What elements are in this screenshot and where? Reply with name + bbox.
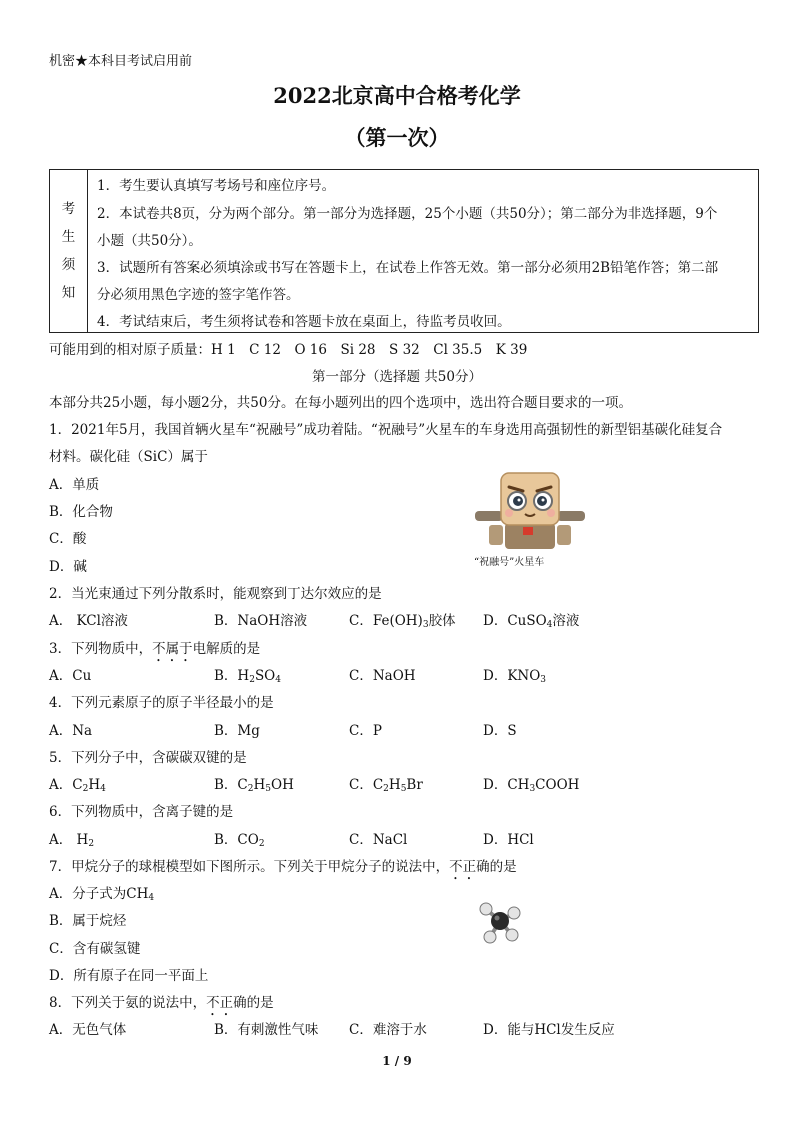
notice-label-char: 生 bbox=[61, 229, 76, 245]
exam-notice-box bbox=[49, 169, 759, 333]
q3-option-c: C．NaOH bbox=[349, 668, 416, 684]
q1-option-d: D．碱 bbox=[49, 559, 87, 575]
q8-option-c: C．难溶于水 bbox=[349, 1022, 427, 1038]
q8-option-a: A．无色气体 bbox=[49, 1022, 127, 1038]
methane-ball-stick-model bbox=[472, 893, 528, 949]
notice-line: 4．考试结束后，考生须将试卷和答题卡放在桌面上，待监考员收回。 bbox=[97, 314, 511, 330]
q5-option-a: A．$C_2H_4$ bbox=[49, 777, 106, 794]
q3-option-b: B．$H_2SO_4$ bbox=[214, 668, 281, 685]
q8-stem: 8．下列关于氨的说法中，不正确的是 bbox=[49, 995, 274, 1011]
q5-option-c: C．$C_2H_5Br$ bbox=[349, 777, 423, 794]
notice-label-char: 考 bbox=[61, 201, 76, 217]
q3-stem: 3．下列物质中，不属于电解质的是 bbox=[49, 641, 261, 657]
page-subtitle: （第一次） bbox=[344, 125, 450, 150]
q5-option-d: D．$CH_3COOH$ bbox=[483, 777, 580, 794]
q4-stem: 4．下列元素原子的原子半径最小的是 bbox=[49, 695, 274, 711]
q1-stem-line1: 1．2021年5月，我国首辆火星车“祝融号”成功着陆。“祝融号”火星车的车身选用高强韧性的新型铝基碳化硅复合 bbox=[49, 422, 723, 438]
atomic-masses: 可能用到的相对原子质量：H 1 C 12 O 16 Si 28 S 32 Cl 35.5 K 39 bbox=[49, 342, 528, 358]
q2-option-c: C．$Fe(OH)_3$胶体 bbox=[349, 613, 456, 630]
q6-option-d: D．HCl bbox=[483, 832, 534, 848]
q8-option-d: D．能与HCl发生反应 bbox=[483, 1022, 615, 1038]
q6-option-b: B．$CO_2$ bbox=[214, 832, 265, 849]
q1-stem-line2: 材料。碳化硅（SiC）属于 bbox=[49, 449, 208, 465]
q7-option-b: B．属于烷烃 bbox=[49, 913, 127, 929]
notice-label bbox=[50, 170, 88, 332]
q5-option-b: B．$C_2H_5OH$ bbox=[214, 777, 294, 794]
notice-line: 小题（共50分）。 bbox=[97, 233, 202, 249]
q8-option-b: B．有刺激性气味 bbox=[214, 1022, 319, 1038]
notice-line: 1．考生要认真填写考场号和座位序号。 bbox=[97, 178, 336, 194]
notice-line: 3．试题所有答案必须填涂或书写在答题卡上，在试卷上作答无效。第一部分必须用2B铅笔作答；第二部 bbox=[97, 260, 719, 276]
q2-stem: 2．当光束通过下列分散系时，能观察到丁达尔效应的是 bbox=[49, 586, 382, 602]
q7-option-c: C．含有碳氢键 bbox=[49, 941, 141, 957]
q2-option-d: D．CuSO$_4$溶液 bbox=[483, 613, 580, 630]
q6-option-c: C．NaCl bbox=[349, 832, 408, 848]
q1-option-b: B．化合物 bbox=[49, 504, 113, 520]
confidential-label: 机密★本科目考试启用前 bbox=[49, 54, 193, 69]
q7-stem: 7．甲烷分子的球棍模型如下图所示。下列关于甲烷分子的说法中，不正确的是 bbox=[49, 859, 517, 875]
q2-option-b: B．NaOH溶液 bbox=[214, 613, 308, 629]
q4-option-b: B．Mg bbox=[214, 723, 260, 739]
notice-line: 分必须用黑色字迹的签字笔作答。 bbox=[97, 287, 300, 303]
q3-option-a: A．Cu bbox=[49, 668, 92, 684]
notice-label-char: 知 bbox=[61, 285, 76, 301]
q5-stem: 5．下列分子中，含碳碳双键的是 bbox=[49, 750, 247, 766]
q4-option-d: D．S bbox=[483, 723, 517, 739]
q7-emphasis: 不正 bbox=[449, 859, 477, 875]
q3-option-d: D．$KNO_3$ bbox=[483, 668, 547, 685]
q6-option-a: A． $H_2$ bbox=[49, 832, 95, 849]
mars-rover-image bbox=[471, 467, 589, 563]
notice-line: 2．本试卷共8页，分为两个部分。第一部分为选择题，25个小题（共50分）；第二部分为非选择题，9个 bbox=[97, 206, 718, 222]
q7-option-d: D．所有原子在同一平面上 bbox=[49, 968, 209, 984]
q4-option-a: A．Na bbox=[49, 723, 93, 739]
notice-label-char: 须 bbox=[61, 257, 76, 273]
q1-option-a: A．单质 bbox=[49, 477, 100, 493]
q8-emphasis: 不正 bbox=[206, 995, 234, 1011]
q3-emphasis: 不属于 bbox=[152, 641, 193, 657]
part1-instruction: 本部分共25小题，每小题2分，共50分。在每小题列出的四个选项中，选出符合题目要求的一项。 bbox=[49, 395, 632, 411]
page-number: 1 / 9 bbox=[382, 1054, 412, 1068]
q2-option-a: A． KCl溶液 bbox=[49, 613, 128, 629]
part1-heading: 第一部分（选择题 共50分） bbox=[312, 369, 482, 385]
q4-option-c: C．P bbox=[349, 723, 382, 739]
mars-rover-caption: “祝融号”火星车 bbox=[474, 557, 545, 568]
q6-stem: 6．下列物质中，含离子键的是 bbox=[49, 804, 234, 820]
q1-option-c: C．酸 bbox=[49, 531, 87, 547]
q7-option-a: A．分子式为$CH_4$ bbox=[49, 886, 155, 903]
page-title: 2022北京高中合格考化学 bbox=[273, 83, 521, 108]
